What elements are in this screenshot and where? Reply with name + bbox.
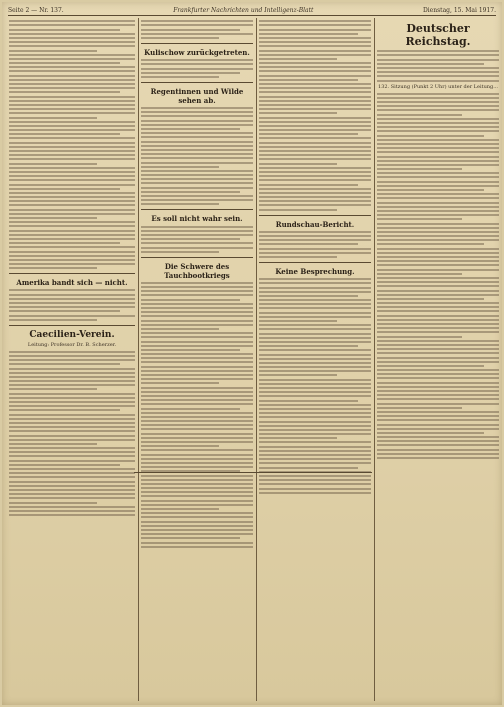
column-1 bbox=[6, 18, 139, 701]
column-3 bbox=[256, 18, 375, 701]
heading-tauchboot: Die Schwere des Tauchbootkriegs bbox=[164, 261, 230, 280]
header-date: Dienstag, 15. Mai 1917. bbox=[422, 6, 496, 14]
heading-besprechung: Keine Besprechung. bbox=[275, 266, 355, 276]
column-2 bbox=[138, 18, 257, 701]
header-masthead: Frankfurter Nachrichten und Intelligenz-Blatt bbox=[173, 6, 314, 14]
heading-reichstag: Deutscher Reichstag. bbox=[405, 22, 471, 48]
subheading-caecilien: Leitung: Professor Dr. B. Scherzer. bbox=[27, 341, 117, 348]
heading-kulischow: Kulischow zurückgetreten. bbox=[144, 47, 250, 57]
heading-regentinnen: Regentinnen und Wilde sehen ab. bbox=[150, 86, 244, 105]
subheading-reichstag: 132. Sitzung (Punkt 2 Uhr) unter der Leitung... bbox=[378, 83, 498, 90]
newspaper-page bbox=[2, 2, 502, 705]
heading-rundschau: Rundschau-Bericht. bbox=[275, 219, 355, 229]
page-header bbox=[8, 5, 496, 16]
heading-amerika: Amerika bandt sich — nicht. bbox=[16, 278, 128, 288]
header-page-number: Seite 2 — Nr. 137. bbox=[8, 6, 64, 14]
heading-gehoert: Es soll nicht wahr sein. bbox=[151, 214, 243, 224]
column-4 bbox=[374, 18, 502, 701]
heading-caecilien: Caecilien-Verein. bbox=[29, 329, 115, 340]
section-divider bbox=[134, 472, 372, 473]
